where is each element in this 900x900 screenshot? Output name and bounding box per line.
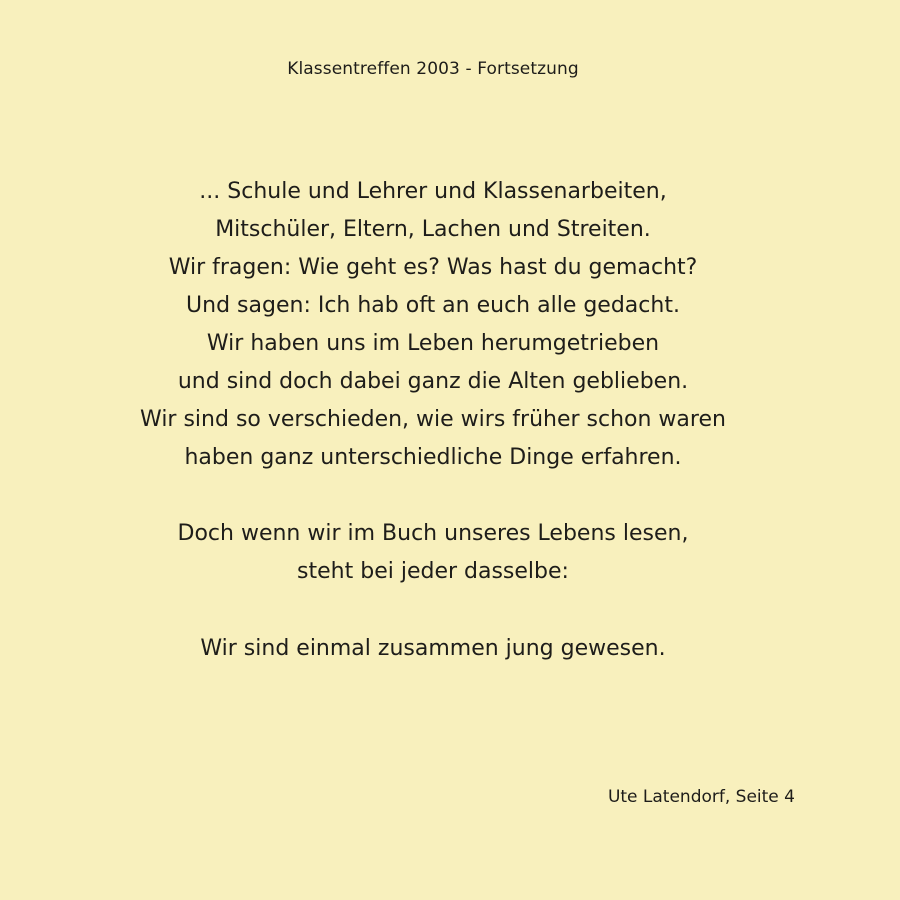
poem-line: Wir fragen: Wie geht es? Was hast du gemacht? xyxy=(168,255,698,280)
poem-line: Wir haben uns im Leben herumgetrieben xyxy=(206,331,660,356)
poem-line: haben ganz unterschiedliche Dinge erfahren. xyxy=(184,445,682,470)
poem-line: steht bei jeder dasselbe: xyxy=(297,559,569,584)
poem-line: Wir sind einmal zusammen jung gewesen. xyxy=(200,636,666,661)
poem-line: Wir sind so verschieden, wie wirs früher schon waren xyxy=(140,407,726,432)
poem-stanza-3 xyxy=(0,630,866,668)
poem-line: Mitschüler, Eltern, Lachen und Streiten. xyxy=(215,217,651,242)
poem-stanza-1 xyxy=(0,173,866,477)
poem-line: Doch wenn wir im Buch unseres Lebens lesen, xyxy=(177,521,689,546)
page-title: Klassentreffen 2003 - Fortsetzung xyxy=(287,59,579,79)
poem-line: ... Schule und Lehrer und Klassenarbeiten, xyxy=(199,179,667,204)
poem-line: Und sagen: Ich hab oft an euch alle gedacht. xyxy=(186,293,680,318)
poem-line: und sind doch dabei ganz die Alten geblieben. xyxy=(177,369,689,394)
poem-stanza-2 xyxy=(0,515,866,591)
author-credit: Ute Latendorf, Seite 4 xyxy=(607,787,795,807)
